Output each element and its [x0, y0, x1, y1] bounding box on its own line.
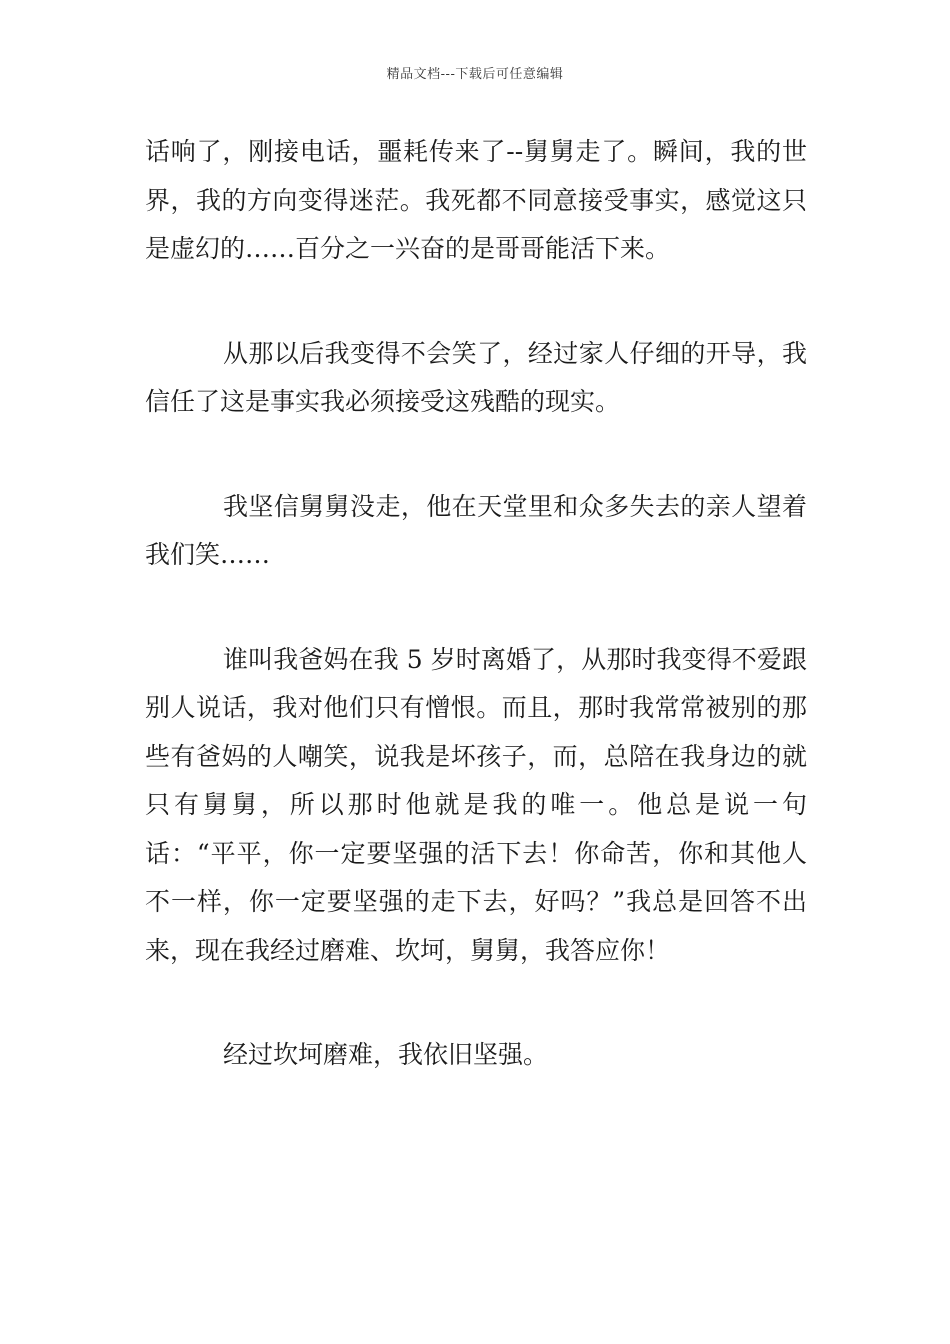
page-header: 精品文档---下载后可任意编辑 — [386, 67, 564, 82]
paragraph: 经过坎坷磨难，我依旧坚强。 — [223, 1040, 549, 1069]
paragraph: 谁叫我爸妈在我 5 岁时离婚了，从那时我变得不爱跟别人说话，我对他们只有憎恨。而且，那时我常常被别的那些有爸妈的人嘲笑，说我是坏孩子，而，总陪在我身边的就只有舅舅，所以那时他就是我的唯一。他总是说一句话：“平平，你一定要坚强的活下去！你命苦，你和其他人不一样，你一定要坚强的走下去，好吗？”我总是回答不出来，现在我经过磨难、坎坷，舅舅，我答应你！ — [145, 644, 807, 965]
document-body — [145, 128, 807, 1136]
paragraph: 话响了，刚接电话，噩耗传来了--舅舅走了。瞬间，我的世界，我的方向变得迷茫。我死都不同意接受事实，感觉这只是虚幻的……百分之一兴奋的是哥哥能活下来。 — [145, 137, 807, 263]
paragraph: 从那以后我变得不会笑了，经过家人仔细的开导，我信任了这是事实我必须接受这残酷的现实。 — [145, 338, 807, 416]
paragraph: 我坚信舅舅没走，他在天堂里和众多失去的亲人望着我们笑…… — [145, 491, 807, 569]
